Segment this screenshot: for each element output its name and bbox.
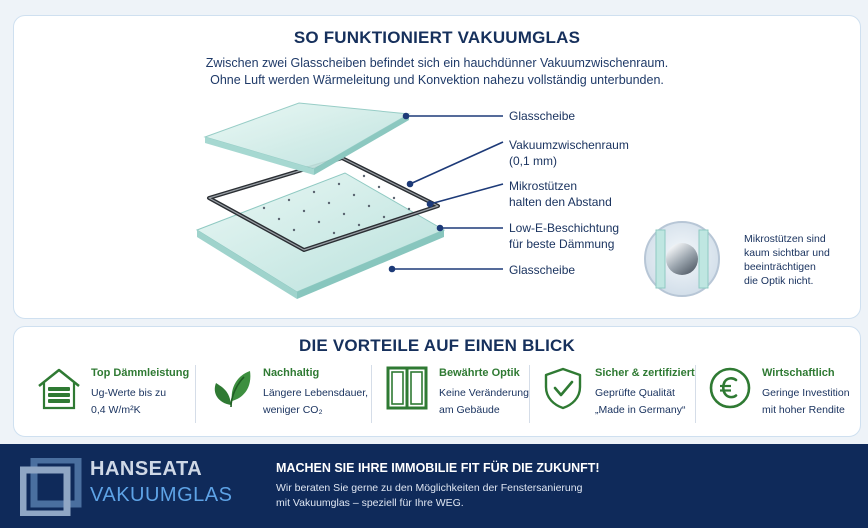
benefit-line: Keine Veränderung xyxy=(439,387,529,399)
benefit-title: Sicher & zertifiziert xyxy=(595,367,695,379)
benefits-card xyxy=(13,326,861,437)
benefit-certified xyxy=(540,361,700,425)
benefit-line: Geringe Investition xyxy=(762,387,850,399)
benefit-title: Wirtschaftlich xyxy=(762,367,835,379)
subtitle-line-2: Ohne Luft werden Wärmeleitung und Konvektion nahezu vollständig unterbunden. xyxy=(210,73,664,87)
window-frame-logo-icon xyxy=(20,458,82,516)
how-it-works-card xyxy=(13,15,861,319)
callout-label: Low-E-Beschichtung xyxy=(509,221,620,235)
benefit-economic xyxy=(707,361,857,425)
callout-label: Vakuumzwischenraum xyxy=(509,138,629,152)
callout-low-e-coating xyxy=(509,220,619,252)
cta-text-line-1: Wir beraten Sie gerne zu den Möglichkeiten der Fenstersanierung xyxy=(276,482,583,494)
note-line: beeinträchtigen xyxy=(744,261,816,273)
benefit-line: Ug-Werte bis zu xyxy=(91,387,167,399)
benefit-line: mit hoher Rendite xyxy=(762,404,845,416)
callout-label: Glasscheibe xyxy=(509,263,576,277)
benefit-line: weniger CO₂ xyxy=(263,404,323,416)
callout-sublabel: für beste Dämmung xyxy=(509,237,615,251)
benefit-title: Nachhaltig xyxy=(263,367,320,379)
callout-glass-top xyxy=(509,108,575,124)
callout-vacuum-gap xyxy=(509,137,629,169)
brand-name: HANSEATA xyxy=(90,458,203,480)
benefit-sustainable xyxy=(208,361,369,425)
window-icon xyxy=(384,365,430,411)
benefit-line: am Gebäude xyxy=(439,404,500,416)
top-glass-pane xyxy=(205,103,409,175)
benefit-line: „Made in Germany“ xyxy=(595,404,686,416)
callout-label: Glasscheibe xyxy=(509,109,576,123)
divider xyxy=(695,365,696,423)
house-insulation-icon xyxy=(36,365,82,411)
divider xyxy=(371,365,372,423)
footer-banner xyxy=(0,444,868,528)
subtitle-line-1: Zwischen zwei Glasscheiben befindet sich ein hauchdünner Vakuumzwischenraum. xyxy=(205,56,669,70)
euro-icon xyxy=(707,365,753,411)
benefit-line: Geprüfte Qualität xyxy=(595,387,675,399)
benefit-title: Bewährte Optik xyxy=(439,367,520,379)
callout-micro-pillars xyxy=(509,178,612,210)
benefit-title: Top Dämmleistung xyxy=(91,367,190,379)
benefit-line: Längere Lebensdauer, xyxy=(263,387,369,399)
callout-sublabel: (0,1 mm) xyxy=(509,154,557,168)
benefits-title: DIE VORTEILE AUF EINEN BLICK xyxy=(298,336,576,355)
micro-pillar-note xyxy=(744,232,854,288)
shield-check-icon xyxy=(540,365,586,411)
micro-pillar-magnifier xyxy=(645,222,719,296)
divider xyxy=(195,365,196,423)
note-line: Mikrostützen sind xyxy=(744,233,826,245)
cta-text-line-2: mit Vakuumglas – speziell für Ihre WEG. xyxy=(276,497,464,509)
benefit-line: 0,4 W/m²K xyxy=(91,404,141,416)
note-line: die Optik nicht. xyxy=(744,275,814,287)
cta-title: MACHEN SIE IHRE IMMOBILIE FIT FÜR DIE ZUKUNFT! xyxy=(276,461,600,475)
vacuum-glass-diagram xyxy=(14,16,862,320)
brand-subname: VAKUUMGLAS xyxy=(90,484,233,506)
callout-label: Mikrostützen xyxy=(509,179,578,193)
divider xyxy=(529,365,530,423)
callout-sublabel: halten den Abstand xyxy=(509,195,612,209)
page-title: SO FUNKTIONIERT VAKUUMGLAS xyxy=(293,28,581,47)
benefit-optics xyxy=(384,361,534,425)
leaf-icon xyxy=(208,365,254,411)
note-line: kaum sichtbar und xyxy=(744,247,830,259)
benefit-insulation xyxy=(36,361,190,425)
callout-glass-bottom xyxy=(509,262,575,278)
